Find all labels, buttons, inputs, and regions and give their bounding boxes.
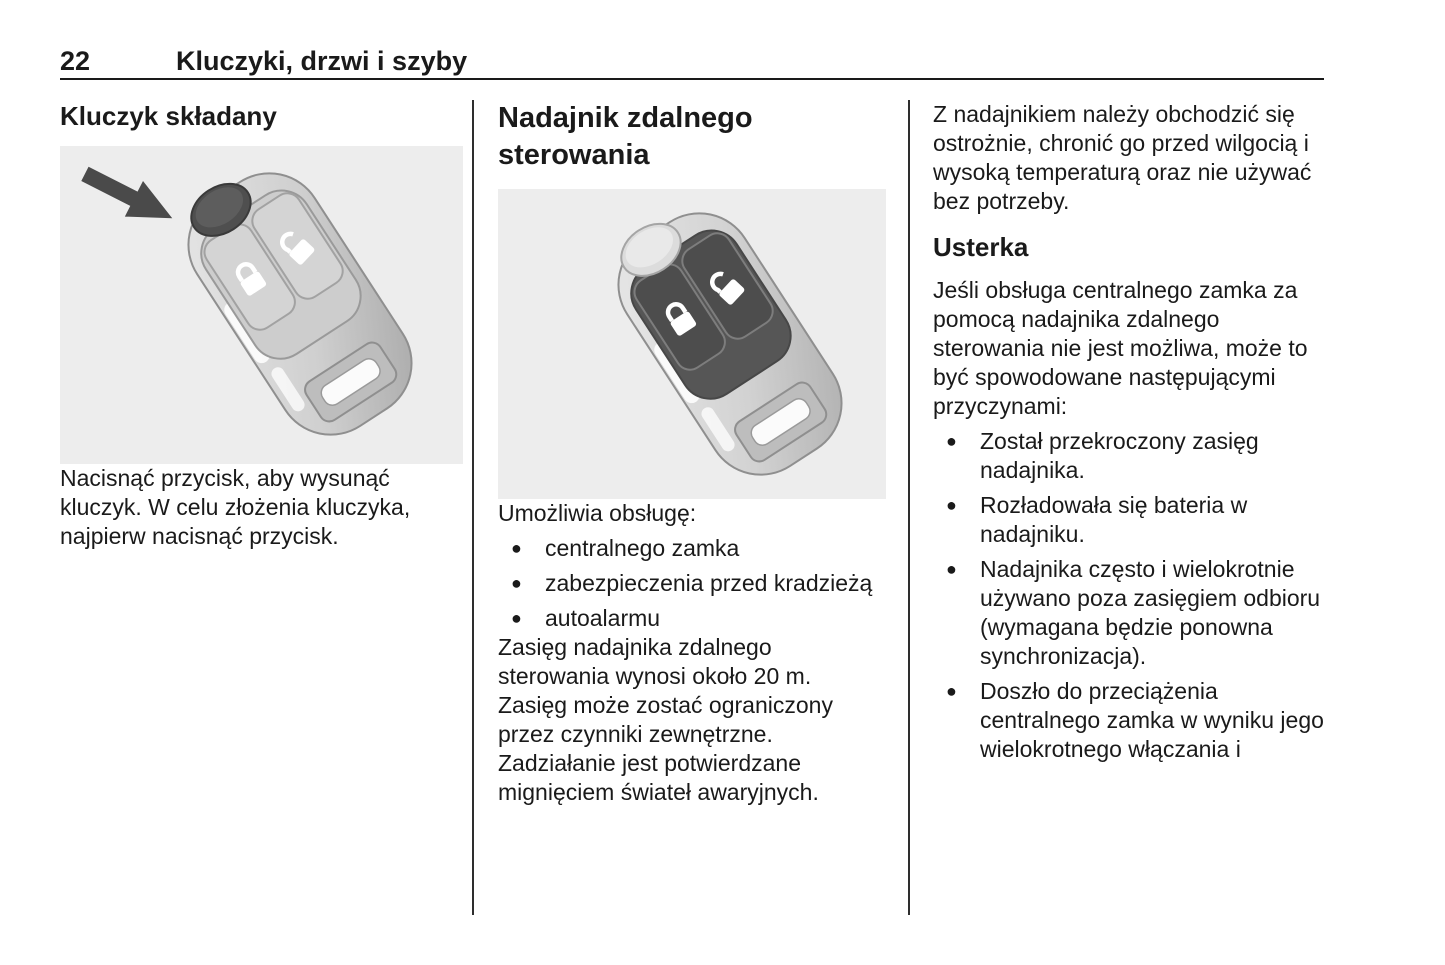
list-item: ● Nadajnika często i wielokrotnie używano poza zasięgiem odbioru (wymagana będzie ponowna synchronizacja). (933, 555, 1331, 671)
remote-intro: Umożliwia obsługę: (498, 500, 697, 526)
column-separator (908, 100, 910, 915)
folding-key-illustration (60, 146, 463, 464)
bullet-icon: ● (511, 573, 522, 593)
key-fob (162, 146, 432, 455)
bullet-icon: ● (946, 681, 957, 701)
bullet-icon: ● (946, 495, 957, 515)
header-rule (60, 78, 1324, 80)
remote-functions-list (498, 534, 886, 633)
remote-key-illustration (498, 189, 886, 499)
section-heading-remote-control: Nadajnik zdalnego sterowania (498, 102, 753, 171)
list-item: ● zabezpieczenia przed kradzieżą (498, 569, 886, 598)
list-item: ● autoalarmu (498, 604, 886, 633)
bullet-icon: ● (946, 431, 957, 451)
folding-key-image (60, 146, 463, 464)
column-separator (472, 100, 474, 915)
list-item: ● centralnego zamka (498, 534, 886, 563)
bullet-icon: ● (511, 608, 522, 628)
column-middle (498, 100, 886, 807)
remote-care-paragraph: Z nadajnikiem należy obchodzić się ostrożnie, chronić go przed wilgocią i wysoką temperaturą oraz nie używać bez potrzeby. (933, 101, 1312, 214)
folding-key-description: Nacisnąć przycisk, aby wysunąć kluczyk. W celu złożenia kluczyka, najpierw nacisnąć przycisk. (60, 465, 411, 549)
bullet-icon: ● (511, 538, 522, 558)
fault-intro-paragraph: Jeśli obsługa centralnego zamka za pomocą nadajnika zdalnego sterowania nie jest możliwa, może to być spowodowane następującymi przyczynami: (933, 277, 1308, 419)
column-left (60, 100, 463, 551)
arrow-icon (76, 156, 181, 236)
column-right (933, 100, 1331, 764)
chapter-title: Kluczyki, drzwi i szyby (176, 46, 468, 76)
fault-causes-list (933, 427, 1331, 764)
section-heading-folding-key: Kluczyk składany (60, 101, 277, 131)
list-item: ● Doszło do przeciążenia centralnego zamka w wyniku jego wielokrotnego włączania i (933, 677, 1331, 764)
remote-key-image (498, 189, 886, 499)
list-item: ● Rozładowała się bateria w nadajniku. (933, 491, 1331, 549)
list-item: ● Został przekroczony zasięg nadajnika. (933, 427, 1331, 485)
remote-range-description: Zasięg nadajnika zdalnego sterowania wynosi około 20 m. Zasięg może zostać ograniczony przez czynniki zewnętrzne. Zadziałanie jest potwierdzane mignięciem świateł awaryjnych. (498, 634, 833, 805)
sub-heading-fault: Usterka (933, 232, 1029, 262)
bullet-icon: ● (946, 559, 957, 579)
page-number: 22 (60, 46, 91, 76)
key-fob (592, 189, 862, 495)
